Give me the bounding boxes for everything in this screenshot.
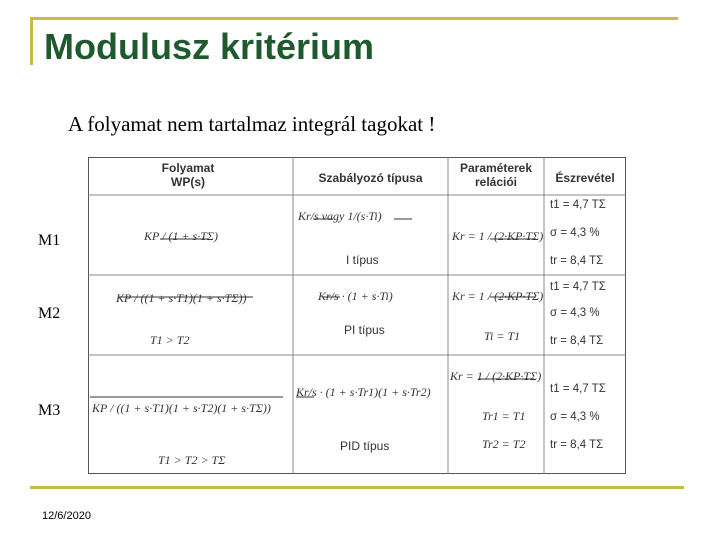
m2-controller-type: PI típus — [344, 323, 385, 337]
m2-process-condition: T1 > T2 — [150, 333, 190, 347]
m3-note-1: t1 = 4,7 TΣ — [550, 383, 606, 395]
table-grid — [88, 157, 626, 474]
m1-note-2: σ = 4,3 % — [550, 227, 600, 239]
m1-note-3: tr = 8,4 TΣ — [550, 255, 604, 267]
m2-controller-formula: Kr/s · (1 + s·Ti) — [318, 289, 393, 303]
m1-note-1: t1 = 4,7 TΣ — [550, 199, 606, 211]
left-accent-line — [30, 17, 33, 65]
m1-controller-type: I típus — [346, 253, 379, 267]
m1-controller-formula: Kr/s vagy 1/(s·Ti) — [298, 209, 382, 223]
m3-params-3: Tr2 = T2 — [482, 437, 526, 451]
m3-params-2: Tr1 = T1 — [482, 409, 526, 423]
m3-controller-type: PID típus — [340, 439, 390, 453]
header-process: Folyamat WP(s) — [161, 161, 215, 189]
row-label-m2: M2 — [38, 305, 61, 322]
m3-note-3: tr = 8,4 TΣ — [550, 439, 604, 451]
m3-controller-formula: Kr/s · (1 + s·Tr1)(1 + s·Tr2) — [296, 385, 431, 399]
slide-title: Modulusz kritérium — [44, 26, 375, 67]
m2-note-3: tr = 8,4 TΣ — [550, 335, 604, 347]
slide-subtitle: A folyamat nem tartalmaz integrál tagokat ! — [68, 112, 436, 136]
m2-params-2: Ti = T1 — [484, 329, 521, 343]
row-label-m3: M3 — [38, 402, 61, 419]
header-controller: Szabályozó típusa — [318, 171, 423, 185]
modulus-criterion-table — [88, 157, 626, 474]
top-accent-line — [30, 17, 678, 20]
m3-process-condition: T1 > T2 > TΣ — [158, 453, 226, 467]
m2-process-formula: KP / ((1 + s·T1)(1 + s·TΣ)) — [116, 291, 247, 305]
slide-date: 12/6/2020 — [42, 510, 91, 522]
header-params: Paraméterek relációi — [459, 161, 533, 189]
m3-note-2: σ = 4,3 % — [550, 411, 600, 423]
m3-process-formula: KP / ((1 + s·T1)(1 + s·T2)(1 + s·TΣ)) — [92, 401, 271, 415]
m3-params-1: Kr = 1 / (2·KP·TΣ) — [450, 369, 542, 383]
m2-note-2: σ = 4,3 % — [550, 307, 600, 319]
m2-params-1: Kr = 1 / (2·KP·TΣ) — [452, 289, 544, 303]
bottom-accent-line — [30, 486, 684, 489]
header-notes: Észrevétel — [555, 171, 615, 185]
m1-params: Kr = 1 / (2·KP·TΣ) — [452, 229, 544, 243]
m1-process-formula: KP / (1 + s·TΣ) — [144, 229, 219, 243]
m2-note-1: t1 = 4,7 TΣ — [550, 281, 606, 293]
row-label-m1: M1 — [38, 232, 61, 249]
